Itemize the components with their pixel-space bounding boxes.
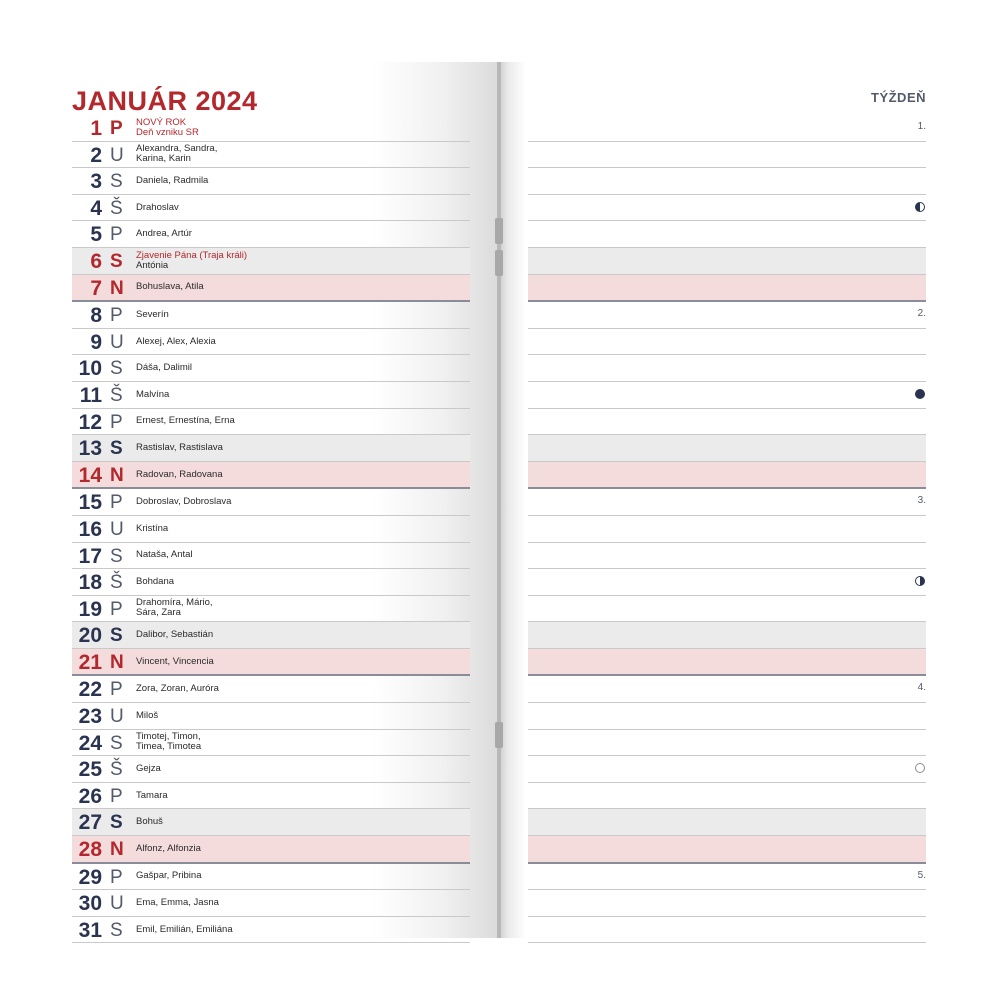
weekday-letter: U [110, 706, 124, 728]
day-row [72, 730, 470, 757]
name-day-line: Antónia [136, 259, 169, 271]
weekday-letter: S [110, 438, 123, 460]
name-day-line: Andrea, Artúr [136, 228, 192, 240]
name-day-line: Miloš [136, 709, 159, 721]
day-number: 30 [78, 892, 102, 916]
day-number: 20 [78, 624, 102, 648]
name-day-text [136, 142, 456, 168]
name-day-line: Dobroslav, Dobroslava [136, 496, 232, 508]
day-number: 24 [78, 731, 102, 755]
weekday-letter: S [110, 919, 123, 941]
week-column-label: TÝŽDEŇ [871, 90, 926, 105]
note-row[interactable] [528, 462, 926, 490]
name-day-text [136, 596, 456, 622]
name-day-text [136, 730, 456, 756]
weekday-letter: N [110, 277, 124, 299]
weekday-letter: P [110, 411, 123, 433]
note-row[interactable] [528, 355, 926, 382]
note-row[interactable] [528, 302, 926, 329]
weekday-letter: Š [110, 759, 123, 781]
note-row[interactable] [528, 596, 926, 623]
note-row[interactable] [528, 917, 926, 944]
day-number: 31 [78, 918, 102, 942]
weekday-letter: P [110, 118, 123, 139]
month-title: JANUÁR 2024 [72, 86, 258, 116]
week-number: 5. [917, 869, 926, 881]
day-number: 25 [78, 758, 102, 782]
name-day-text [136, 569, 456, 595]
weekday-letter: S [110, 358, 123, 380]
name-day-line: Dáša, Dalimil [136, 362, 192, 374]
name-day-text [136, 382, 456, 408]
note-row[interactable] [528, 864, 926, 891]
weekday-letter: S [110, 732, 123, 754]
weekday-letter: U [110, 144, 124, 166]
day-row [72, 596, 470, 623]
weekday-letter: N [110, 651, 124, 673]
note-row[interactable] [528, 142, 926, 169]
day-number: 2 [90, 143, 102, 167]
day-number: 9 [90, 330, 102, 354]
day-number: 12 [78, 410, 102, 434]
day-row [72, 489, 470, 516]
weekday-letter: S [110, 812, 123, 834]
name-day-line: Zora, Zoran, Auróra [136, 683, 219, 695]
week-number: 4. [917, 682, 926, 694]
note-row[interactable] [528, 809, 926, 836]
name-day-text [136, 195, 456, 221]
day-number: 13 [78, 437, 102, 461]
day-number: 8 [90, 304, 102, 328]
day-row [72, 864, 470, 891]
day-number: 11 [79, 383, 102, 407]
day-row [72, 462, 470, 490]
name-day-line: Malvína [136, 388, 170, 400]
days-list [72, 115, 470, 943]
note-row[interactable] [528, 382, 926, 409]
name-day-line: Gejza [136, 763, 161, 775]
day-row [72, 516, 470, 543]
name-day-line: Severín [136, 308, 169, 320]
day-row [72, 329, 470, 356]
full-moon-icon [915, 763, 925, 773]
day-row [72, 676, 470, 703]
binding-ring [495, 250, 503, 276]
name-day-text [136, 489, 456, 515]
new-moon-icon [915, 389, 925, 399]
note-row[interactable] [528, 730, 926, 757]
note-row[interactable] [528, 756, 926, 783]
name-day-text [136, 462, 456, 488]
name-day-line: Bohdana [136, 575, 175, 587]
last-quarter-moon-icon [915, 202, 925, 212]
name-day-line: Drahoslav [136, 201, 179, 213]
name-day-text [136, 248, 456, 274]
day-row [72, 809, 470, 836]
note-row[interactable] [528, 783, 926, 810]
note-row[interactable] [528, 248, 926, 275]
first-quarter-moon-icon [915, 576, 925, 586]
name-day-line: Timea, Timotea [136, 741, 202, 753]
day-number: 5 [90, 223, 102, 247]
name-day-text [136, 115, 456, 141]
name-day-text [136, 355, 456, 381]
note-row[interactable] [528, 168, 926, 195]
day-number: 21 [78, 650, 102, 674]
name-day-line: Tamara [136, 789, 168, 801]
name-day-line: Vincent, Vincencia [136, 655, 214, 667]
note-row[interactable] [528, 569, 926, 596]
day-row [72, 543, 470, 570]
day-row [72, 649, 470, 677]
day-row [72, 355, 470, 382]
day-number: 7 [90, 276, 102, 300]
weekday-letter: S [110, 625, 123, 647]
day-row [72, 115, 470, 142]
note-row[interactable] [528, 622, 926, 649]
day-number: 29 [78, 865, 102, 889]
day-row [72, 221, 470, 248]
binding-ring [495, 722, 503, 748]
day-row [72, 703, 470, 730]
name-day-line: Alexandra, Sandra, [136, 143, 218, 155]
name-day-line: Gašpar, Pribina [136, 870, 202, 882]
note-row[interactable] [528, 409, 926, 436]
day-number: 23 [78, 705, 102, 729]
weekday-letter: U [110, 518, 124, 540]
name-day-line: Alexej, Alex, Alexia [136, 335, 216, 347]
weekday-letter: N [110, 464, 124, 486]
binding-ring [495, 218, 503, 244]
weekday-letter: S [110, 171, 123, 193]
name-day-line: Ernest, Ernestína, Erna [136, 415, 235, 427]
name-day-text [136, 676, 456, 702]
day-row [72, 622, 470, 649]
name-day-text [136, 703, 456, 729]
day-row [72, 756, 470, 783]
holiday-name: Deň vzniku SR [136, 126, 199, 138]
note-row[interactable] [528, 115, 926, 142]
day-number: 22 [78, 678, 102, 702]
name-day-text [136, 543, 456, 569]
day-number: 19 [78, 597, 102, 621]
name-day-line: Rastislav, Rastislava [136, 441, 223, 453]
weekday-letter: P [110, 866, 123, 888]
day-number: 15 [78, 491, 102, 515]
day-row [72, 917, 470, 944]
weekday-letter: U [110, 331, 124, 353]
name-day-line: Bohuš [136, 816, 163, 828]
note-row[interactable] [528, 221, 926, 248]
name-day-text [136, 221, 456, 247]
day-row [72, 890, 470, 917]
day-number: 16 [78, 517, 102, 541]
name-day-line: Emil, Emilián, Emiliána [136, 923, 233, 935]
name-day-text [136, 275, 456, 301]
day-row [72, 382, 470, 409]
note-row[interactable] [528, 890, 926, 917]
day-number: 3 [90, 170, 102, 194]
day-row [72, 195, 470, 222]
day-number: 27 [78, 811, 102, 835]
name-day-text [136, 409, 456, 435]
day-number: 17 [78, 544, 102, 568]
name-day-text [136, 168, 456, 194]
name-day-text [136, 516, 456, 542]
holiday-name: Zjavenie Pána (Traja králi) [136, 249, 248, 261]
name-day-line: Sára, Zara [136, 607, 181, 619]
weekday-letter: P [110, 679, 123, 701]
day-row [72, 302, 470, 329]
day-number: 4 [90, 196, 102, 220]
week-number: 2. [917, 308, 926, 320]
name-day-line: Drahomíra, Mário, [136, 597, 213, 609]
name-day-text [136, 864, 456, 890]
name-day-text [136, 756, 456, 782]
weekday-letter: U [110, 893, 124, 915]
name-day-text [136, 783, 456, 809]
week-number: 3. [917, 495, 926, 507]
weekday-letter: N [110, 839, 124, 861]
name-day-text [136, 649, 456, 675]
weekday-letter: S [110, 545, 123, 567]
weekday-letter: P [110, 598, 123, 620]
note-row[interactable] [528, 195, 926, 222]
name-day-line: Kristína [136, 522, 169, 534]
name-day-text [136, 809, 456, 835]
day-row [72, 168, 470, 195]
page-gutter [497, 62, 501, 938]
notes-list [528, 115, 926, 943]
day-row [72, 783, 470, 810]
name-day-text [136, 435, 456, 461]
name-day-line: Bohuslava, Atila [136, 281, 204, 293]
note-row[interactable] [528, 836, 926, 864]
day-number: 26 [78, 784, 102, 808]
note-row[interactable] [528, 516, 926, 543]
weekday-letter: S [110, 250, 123, 272]
name-day-line: Timotej, Timon, [136, 731, 201, 743]
day-row [72, 836, 470, 864]
name-day-line: Dalibor, Sebastián [136, 629, 214, 641]
name-day-text [136, 302, 456, 328]
weekday-letter: P [110, 305, 123, 327]
day-row [72, 409, 470, 436]
name-day-line: Daniela, Radmila [136, 174, 209, 186]
note-row[interactable] [528, 329, 926, 356]
day-number: 14 [78, 463, 102, 487]
name-day-text [136, 622, 456, 648]
day-row [72, 275, 470, 303]
day-number: 1 [90, 117, 102, 140]
name-day-line: Nataša, Antal [136, 549, 193, 561]
note-row[interactable] [528, 703, 926, 730]
day-number: 10 [78, 357, 102, 381]
note-row[interactable] [528, 275, 926, 303]
week-number: 1. [917, 121, 926, 132]
weekday-letter: P [110, 492, 123, 514]
weekday-letter: Š [110, 572, 123, 594]
weekday-letter: Š [110, 384, 123, 406]
note-row[interactable] [528, 676, 926, 703]
note-row[interactable] [528, 543, 926, 570]
day-number: 18 [78, 571, 102, 595]
name-day-text [136, 836, 456, 862]
name-day-line: Ema, Emma, Jasna [136, 897, 219, 909]
day-row [72, 248, 470, 275]
note-row[interactable] [528, 435, 926, 462]
weekday-letter: Š [110, 197, 123, 219]
name-day-text [136, 890, 456, 916]
day-number: 28 [78, 838, 102, 862]
holiday-name: NOVÝ ROK [136, 116, 187, 128]
name-day-line: Radovan, Radovana [136, 468, 223, 480]
day-row [72, 142, 470, 169]
name-day-text [136, 917, 456, 943]
name-day-text [136, 329, 456, 355]
name-day-line: Alfonz, Alfonzia [136, 842, 201, 854]
day-row [72, 435, 470, 462]
day-number: 6 [90, 249, 102, 273]
weekday-letter: P [110, 785, 123, 807]
name-day-line: Karina, Karin [136, 153, 191, 165]
note-row[interactable] [528, 489, 926, 516]
note-row[interactable] [528, 649, 926, 677]
weekday-letter: P [110, 224, 123, 246]
day-row [72, 569, 470, 596]
